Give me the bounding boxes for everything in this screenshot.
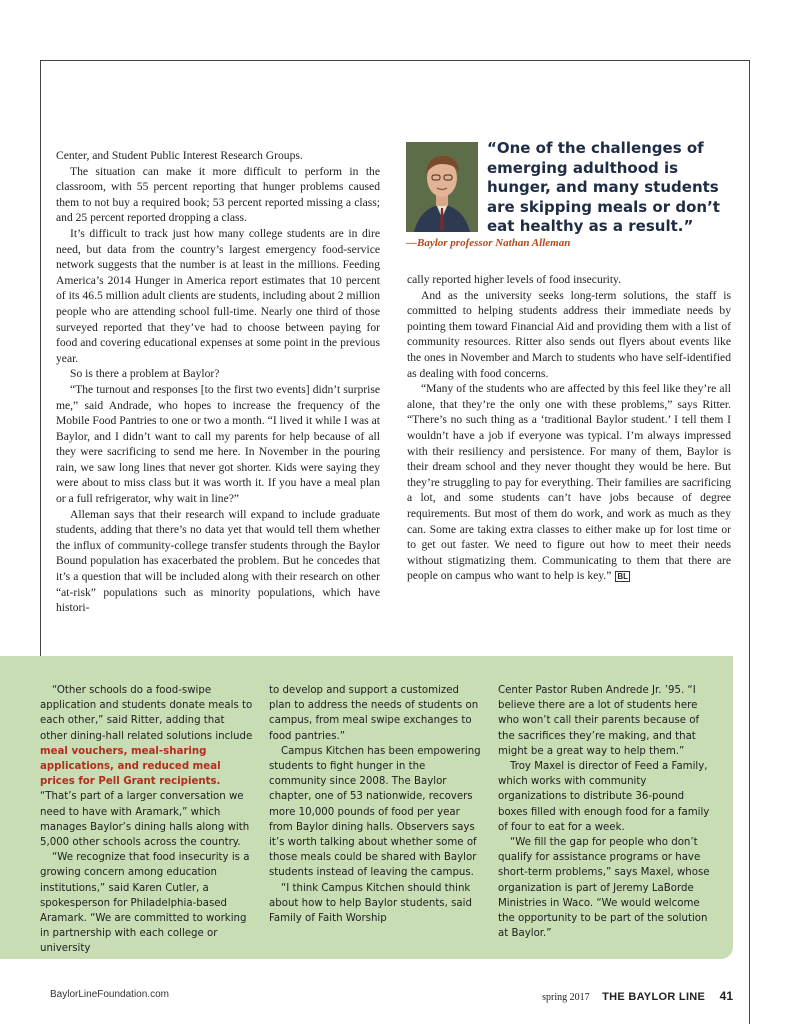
article-paragraph: And as the university seeks long-term solutions, the staff is committed to helping students address their immediate needs by pointing them toward Financial Aid and providing them with a list of community resources. Ritter also sends out flyers about events like the ones in November and March to students who have self-identified as dealing with food concerns. (407, 288, 731, 380)
sidebar-paragraph: “I think Campus Kitchen should think about how to help Baylor students, said Family of Faith Worship (269, 882, 472, 925)
footer-folio (542, 987, 733, 1005)
article-paragraph: It’s difficult to track just how many college students are in dire need, but data from the country’s largest emergency food-service network suggests that the number is at least in the millions. Feeding America’s 2014 Hunger in America report estimates that 10 percent of its 46.5 million adult clients are students, including about 2 million people who are attending school full-time. Nearly one third of those surveyed reported that they’ve had to choose between paying for food and covering educational expenses at some point in the previous year. (56, 226, 380, 365)
sidebar-paragraph: Campus Kitchen has been empowering students to fight hunger in the community since 2008. The Baylor chapter, one of 53 nationwide, recovers more 10,000 pounds of food per year from Baylor dining halls. Observers says it’s worth talking about whether some of those meals could be shared with Baylor students instead of leaving the campus. (269, 745, 481, 879)
footer-website-link[interactable]: BaylorLineFoundation.com (50, 989, 169, 1000)
pull-quote-attribution: —Baylor professor Nathan Alleman (406, 237, 571, 249)
article-paragraph: cally reported higher levels of food insecurity. (407, 273, 621, 286)
sidebar-paragraph: to develop and support a customized plan to address the needs of students on campus, from meal swipe exchanges to food pantries.” (269, 685, 479, 742)
sidebar-paragraph: “We recognize that food insecurity is a growing concern among education institutions,” said Karen Cutler, a spokesperson for Philadelphia-based Aramark. “We are committed to working in partnership with each college or university (40, 852, 250, 955)
sidebar-highlight-text: meal vouchers, meal-sharing applications, and reduced meal prices for Pell Grant recipients. (40, 745, 221, 788)
pull-quote-text: “One of the challenges of emerging adulthood is hunger, and many students are skipping meals or don’t eat healthy as a result.” (487, 139, 720, 235)
sidebar-paragraph: Troy Maxel is director of Feed a Family, which works with community organizations to distribute 36-pound boxes filled with enough food for a family of four to eat for a week. (498, 761, 710, 833)
footer-magazine-name: THE BAYLOR LINE (602, 991, 706, 1003)
sidebar-column-3 (498, 683, 712, 941)
article-right-column (407, 272, 731, 584)
sidebar-paragraph: Center Pastor Ruben Andrede Jr. ’95. “I believe there are a lot of students here who won’t call their parents because of the sacrifices they’re making, and that might be a great way to help them.” (498, 685, 700, 757)
pull-quote (406, 140, 736, 260)
article-paragraph (407, 381, 731, 584)
sidebar-paragraph (40, 683, 254, 850)
frame-line-left (40, 60, 41, 656)
article-paragraph: The situation can make it more difficult to perform in the classroom, with 55 percent reporting that hunger problems caused them to not buy a required book; 53 percent reported missing a class; and 25 percent reported dropping a class. (56, 164, 380, 225)
footer-page-number: 41 (719, 989, 733, 1003)
article-paragraph: So is there a problem at Baylor? (70, 367, 220, 381)
article-paragraph: “The turnout and responses [to the first two events] didn’t surprise me,” said Andrade, who hopes to increase the frequency of the Mobile Food Pantries to one or two a month. “I lived it while I was at Baylor, and I didn’t want to call my parents for help because of all they were sacrificing to send me here. In November in the pouring rain, we saw long lines that never got shorter. Kids were saying they were about to miss class but it was worth it. If you have a meal plan or a full refrigerator, why wait in line?” (56, 382, 380, 506)
sidebar-text: “That’s part of a larger conversation we need to have with Aramark,” which manages Baylor’s dining halls along with 5,000 other schools across the country. (40, 791, 250, 849)
article-left-column (56, 148, 380, 616)
article-paragraph: Center, and Student Public Interest Research Groups. (56, 149, 303, 162)
footer-issue: spring 2017 (542, 992, 590, 1003)
article-paragraph: Alleman says that their research will expand to include graduate students, adding that there’s no data yet that would tell them whether the influx of community-college transfer students through the Baylor Bound population has exacerbated the problem. But he concedes that it’s a question that will be included along with their research on other “at-risk” populations such as minority populations, which have histori- (56, 507, 380, 615)
end-mark-icon: BL (617, 572, 629, 582)
frame-line-top (40, 60, 750, 61)
frame-line-right (749, 60, 750, 1024)
sidebar-column-1 (40, 683, 254, 957)
portrait-photo (406, 142, 478, 232)
sidebar-text: “Other schools do a food-swipe application and students donate meals to each other,” said Ritter, adding that other dining-hall related solutions include (40, 685, 253, 742)
sidebar-column-2 (269, 683, 483, 926)
article-paragraph-text: “Many of the students who are affected by this feel like they’re all alone, that they’re the only one with these problems,” says Ritter. “There’s no such thing as a ‘traditional Baylor student.’ I tell them I wouldn’t have a job if everyone was typical. I’m always impressed with their resiliency and persistence. For many of them, Baylor is their dream school and they never thought they would be here. But they’re struggling to pay for everything. Their families are sacrificing a lot, and some students can’t have jobs because of degree requirements. But most of them do work, and work as much as they can. Some are taking extra classes to either make up for lost time or to get out faster. We need to figure out how to meet their needs without stigmatizing them. Communicating to them that there are people on campus who want to help is key.” (407, 382, 731, 583)
sidebar-paragraph: “We fill the gap for people who don’t qualify for assistance programs or have short-term problems,” says Maxel, whose organization is part of Jeremy LaBorde Ministries in Waco. “We would welcome the opportunity to be part of the solution at Baylor.” (498, 837, 710, 940)
